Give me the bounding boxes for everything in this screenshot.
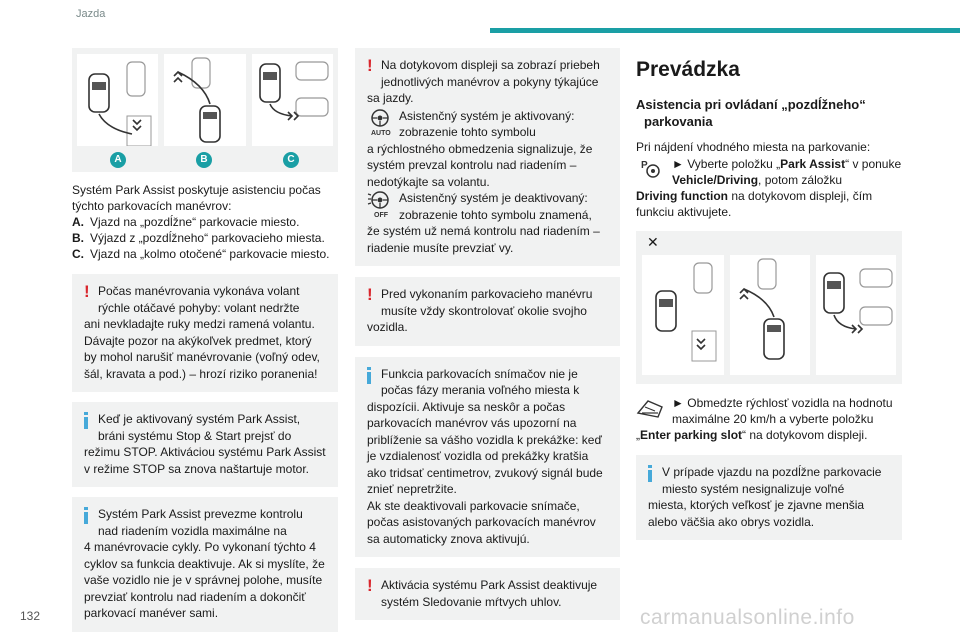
info-box <box>72 402 338 487</box>
column-middle <box>355 48 620 620</box>
procedure-intro: Pri nájdení vhodného miesta na parkovanie: <box>636 140 871 154</box>
warning-icon: ! <box>367 285 373 304</box>
info-lead: V prípade vjazdu na pozdĺžne parkovacie miesto systém nesignalizuje voľné <box>662 465 882 496</box>
figure-panel-1 <box>642 255 724 375</box>
figure-label-c: C <box>283 152 299 168</box>
info-icon <box>648 465 652 482</box>
step-1 <box>636 156 902 220</box>
speed-limit-icon <box>636 395 668 421</box>
info-text: režimu STOP. Aktiváciou systému Park Assist v režime STOP sa znova naštartuje motor. <box>84 445 326 476</box>
steering-auto-icon <box>367 108 397 136</box>
list-key: B. <box>72 231 84 245</box>
column-right <box>636 48 902 540</box>
page-number: 132 <box>20 609 41 623</box>
steering-off-icon <box>367 190 397 218</box>
procedure-text <box>636 139 902 220</box>
step-arrow: ► <box>672 396 684 410</box>
warning-text: Aktivácia systému Park Assist deaktivuje systém Sledovanie mŕtvych uhlov. <box>381 578 598 609</box>
info-text: miesta, ktorých veľkosť je zjavne menšia alebo väčšia ako obrys vozidla. <box>648 498 865 529</box>
svg-text:P: P <box>641 160 648 171</box>
warning-text: sa jazdy. <box>367 91 414 105</box>
warning-lead: Počas manévrovania vykonáva volant rýchle otáčavé pohyby: volant nedržte <box>98 284 300 315</box>
info-lead: Systém Park Assist prevezme kontrolu nad riadením vozidla maximálne na <box>98 507 303 538</box>
warning-box <box>72 274 338 392</box>
figure-panel-c <box>252 54 333 146</box>
figure-label-b: B <box>196 152 212 168</box>
list-text: Vjazd na „pozdĺžne“ parkovacie miesto. <box>90 215 300 229</box>
warning-text: vozidla. <box>367 320 408 334</box>
step-text: Obmedzte rýchlosť vozidla na hodnotu maximálne 20 km/h a vyberte položku <box>672 396 893 426</box>
list-text: Výjazd z „pozdĺžneho“ parkovacieho miesta. <box>90 231 325 245</box>
info-box <box>636 455 902 540</box>
list-text: Vjazd na „kolmo otočené“ parkovacie miesto. <box>90 247 330 261</box>
park-assist-icon <box>636 156 666 184</box>
figure-panel-b <box>164 54 246 146</box>
list-item <box>72 230 338 246</box>
subtitle-line: Asistencia pri ovládaní „pozdĺžneho“ <box>636 97 866 112</box>
section-title: Prevádzka <box>636 58 740 81</box>
warning-lead: Na dotykovom displeji sa zobrazí priebeh jednotlivých manévrov a pokyny týkajúce <box>381 58 600 89</box>
auto-symbol-block <box>367 108 608 191</box>
figure-panel-a <box>77 54 158 146</box>
running-header: Jazda <box>76 8 106 20</box>
list-item <box>72 214 338 230</box>
watermark: carmanualsonline.info <box>640 606 855 629</box>
info-extra-text: Ak ste deaktivovali parkovacie snímače, počas asistovaných parkovacích manévrov sa automaticky znova aktivujú. <box>367 498 596 546</box>
warning-icon: ! <box>84 282 90 301</box>
figure-label-a: A <box>110 152 126 168</box>
menu-vehicle-driving: Vehicle/Driving <box>672 173 759 187</box>
off-text: že systém už nemá kontrolu nad riadením – riadenie musíte prevziať vy. <box>367 224 600 255</box>
info-box <box>72 497 338 632</box>
step-text: , potom záložku <box>758 173 843 187</box>
step-text: „ <box>636 428 640 442</box>
menu-enter-parking-slot: Enter parking slot <box>640 428 743 442</box>
off-symbol-block <box>367 190 608 256</box>
auto-lead: Asistenčný systém je aktivovaný: zobrazenie tohto symbolu <box>399 108 575 139</box>
tab-driving-function: Driving function <box>636 189 728 203</box>
auto-text: a rýchlostného obmedzenia signalizuje, že systém prevzal kontrolu nad riadením – nedotýkajte sa volantu. <box>367 141 593 189</box>
step-text: na dotykovom displeji, čím funkciu aktivujete. <box>636 189 873 219</box>
warning-icon: ! <box>367 56 373 75</box>
info-lead: Keď je aktivovaný systém Park Assist, bráni systému Stop & Start prejsť do <box>98 412 301 443</box>
info-icon <box>367 367 371 384</box>
info-icon <box>84 507 88 524</box>
warning-lead: Pred vykonaním parkovacieho manévru musíte vždy skontrolovať okolie svojho <box>381 287 593 318</box>
warning-box <box>355 48 620 266</box>
step-text: “ v ponuke <box>845 157 902 171</box>
warning-icon: ! <box>367 576 373 595</box>
close-icon: ✕ <box>647 234 659 250</box>
off-label: OFF <box>374 212 388 218</box>
step-2 <box>636 395 902 443</box>
info-lead: Funkcia parkovacích snímačov nie je počas fázy merania voľného miesta k <box>381 366 580 397</box>
info-text: dispozícii. Aktivuje sa neskôr a počas parkovacích manévrov vás upozorní na priblíženie sa vášho vozidla k prekážke: keď je vzdialenosť vozidla od prekážky kratšia ako tridsať centimetrov, zvukový signál bude znieť nepretržite. <box>367 399 603 496</box>
auto-label: AUTO <box>371 129 391 136</box>
off-lead: Asistenčný systém je deaktivovaný: zobrazenie tohto symbolu znamená, <box>399 191 592 222</box>
figure-panel-3 <box>816 255 896 375</box>
info-box <box>355 357 620 558</box>
list-key: A. <box>72 215 84 229</box>
park-assist-figure <box>72 48 338 172</box>
menu-item-park-assist: Park Assist <box>780 157 846 171</box>
parking-slot-figure <box>636 231 902 384</box>
subtitle-line: parkovania <box>644 114 713 129</box>
step-text: “ na dotykovom displeji. <box>742 428 868 442</box>
info-text: 4 manévrovacie cykly. Po vykonaní týchto 4 cyklov sa funkcia deaktivuje. Ak si myslíte, že vaše vozidlo nie je v správnej polohe, musíte prevziať kontrolu nad riadením a dokončiť parkovací manéver sami. <box>84 540 325 620</box>
info-icon <box>84 412 88 429</box>
step-text: Vyberte položku „ <box>687 157 781 171</box>
header-accent-bar <box>490 28 960 33</box>
section-subtitle <box>636 96 902 130</box>
figure-panel-2 <box>730 255 810 375</box>
list-key: C. <box>72 247 84 261</box>
column-left <box>72 48 338 632</box>
intro-text: Systém Park Assist poskytuje asistenciu počas týchto parkovacích manévrov: <box>72 183 321 213</box>
warning-text: ani nevkladajte ruky medzi ramená volantu. Dávajte pozor na akýkoľvek predmet, ktorý by mohol narušiť manévrovanie (voľný odev, šál, kravata a pod.) – hrozí riziko poranenia! <box>84 317 320 381</box>
list-item <box>72 246 338 262</box>
step-arrow: ► <box>672 157 684 171</box>
warning-box <box>355 568 620 620</box>
warning-box <box>355 277 620 346</box>
intro-paragraph <box>72 182 338 262</box>
